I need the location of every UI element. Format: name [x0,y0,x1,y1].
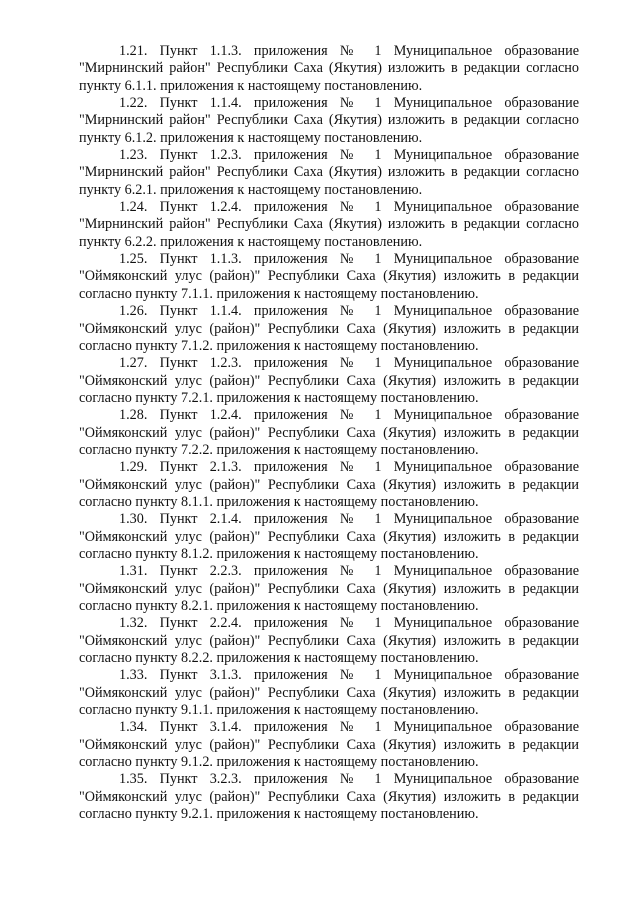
document-body [79,43,579,823]
paragraph-1-26: 1.26. Пункт 1.1.4. приложения № 1 Муниципальное образование "Оймяконский улус (район)" Республики Саха (Якутия) изложить в редакции согласно пункту 7.1.2. приложения к настоящему постановлению. [79,303,579,354]
paragraph-1-24: 1.24. Пункт 1.2.4. приложения № 1 Муниципальное образование "Мирнинский район" Республики Саха (Якутия) изложить в редакции согласно пункту 6.2.2. приложения к настоящему постановлению. [79,199,579,250]
paragraph-1-34: 1.34. Пункт 3.1.4. приложения № 1 Муниципальное образование "Оймяконский улус (район)" Республики Саха (Якутия) изложить в редакции согласно пункту 9.1.2. приложения к настоящему постановлению. [79,719,579,771]
paragraph-1-23: 1.23. Пункт 1.2.3. приложения № 1 Муниципальное образование "Мирнинский район" Республики Саха (Якутия) изложить в редакции согласно пункту 6.2.1. приложения к настоящему постановлению. [79,147,579,198]
paragraph-1-32: 1.32. Пункт 2.2.4. приложения № 1 Муниципальное образование "Оймяконский улус (район)" Республики Саха (Якутия) изложить в редакции согласно пункту 8.2.2. приложения к настоящему постановлению. [79,615,579,667]
paragraph-1-22: 1.22. Пункт 1.1.4. приложения № 1 Муниципальное образование "Мирнинский район" Республики Саха (Якутия) изложить в редакции согласно пункту 6.1.2. приложения к настоящему постановлению. [79,95,579,146]
paragraph-1-29: 1.29. Пункт 2.1.3. приложения № 1 Муниципальное образование "Оймяконский улус (район)" Республики Саха (Якутия) изложить в редакции согласно пункту 8.1.1. приложения к настоящему постановлению. [79,459,579,510]
paragraph-1-28: 1.28. Пункт 1.2.4. приложения № 1 Муниципальное образование "Оймяконский улус (район)" Республики Саха (Якутия) изложить в редакции согласно пункту 7.2.2. приложения к настоящему постановлению. [79,407,579,458]
paragraph-1-30: 1.30. Пункт 2.1.4. приложения № 1 Муниципальное образование "Оймяконский улус (район)" Республики Саха (Якутия) изложить в редакции согласно пункту 8.1.2. приложения к настоящему постановлению. [79,511,579,562]
paragraph-1-27: 1.27. Пункт 1.2.3. приложения № 1 Муниципальное образование "Оймяконский улус (район)" Республики Саха (Якутия) изложить в редакции согласно пункту 7.2.1. приложения к настоящему постановлению. [79,355,579,406]
paragraph-1-21: 1.21. Пункт 1.1.3. приложения № 1 Муниципальное образование "Мирнинский район" Республики Саха (Якутия) изложить в редакции согласно пункту 6.1.1. приложения к настоящему постановлению. [79,43,579,94]
paragraph-1-31: 1.31. Пункт 2.2.3. приложения № 1 Муниципальное образование "Оймяконский улус (район)" Республики Саха (Якутия) изложить в редакции согласно пункту 8.2.1. приложения к настоящему постановлению. [79,563,579,614]
paragraph-1-25: 1.25. Пункт 1.1.3. приложения № 1 Муниципальное образование "Оймяконский улус (район)" Республики Саха (Якутия) изложить в редакции согласно пункту 7.1.1. приложения к настоящему постановлению. [79,251,579,302]
paragraph-1-33: 1.33. Пункт 3.1.3. приложения № 1 Муниципальное образование "Оймяконский улус (район)" Республики Саха (Якутия) изложить в редакции согласно пункту 9.1.1. приложения к настоящему постановлению. [79,667,579,719]
paragraph-1-35: 1.35. Пункт 3.2.3. приложения № 1 Муниципальное образование "Оймяконский улус (район)" Республики Саха (Якутия) изложить в редакции согласно пункту 9.2.1. приложения к настоящему постановлению. [79,771,579,823]
